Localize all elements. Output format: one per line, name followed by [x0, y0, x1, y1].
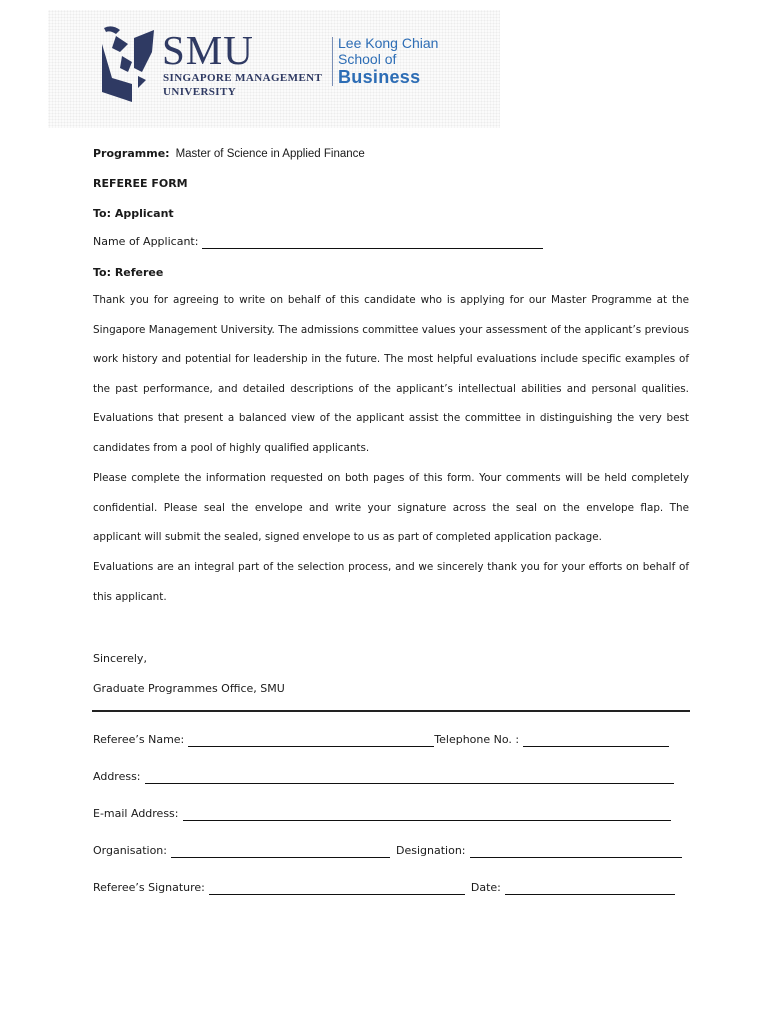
programme-line [93, 147, 689, 161]
address-field[interactable] [145, 771, 674, 784]
designation-label: Designation: [396, 844, 466, 857]
programme-label: Programme: [93, 147, 170, 160]
email-row [93, 805, 671, 821]
applicant-name-label: Name of Applicant: [93, 235, 199, 248]
referee-name-label: Referee’s Name: [93, 733, 185, 746]
school-name [338, 35, 438, 87]
telephone-label: Telephone No. : [434, 733, 520, 746]
to-referee-heading: To: Referee [93, 266, 164, 279]
school-name-line1: Lee Kong Chian [338, 35, 439, 51]
paragraph-instructions: Please complete the information requested on both pages of this form. Your comments will be held completely confidential. Please seal the envelope and write your signature across the seal on the envelope flap. The applicant will submit the sealed, signed envelope to us as part of completed application package. [93, 472, 689, 544]
to-applicant-heading: To: Applicant [93, 207, 174, 220]
signature-label: Referee’s Signature: [93, 881, 205, 894]
applicant-name-field[interactable] [202, 236, 543, 249]
signoff-text: Graduate Programmes Office, SMU [93, 682, 285, 695]
telephone-field[interactable] [523, 734, 669, 747]
address-label: Address: [93, 770, 141, 783]
date-label: Date: [470, 881, 501, 894]
university-name [163, 71, 322, 99]
organisation-row [93, 842, 682, 858]
email-field[interactable] [183, 808, 671, 821]
school-name-line2: School of [338, 51, 397, 67]
applicant-name-row [93, 233, 543, 249]
signature-row [93, 879, 675, 895]
paragraph-intro: Thank you for agreeing to write on behalf of this candidate who is applying for our Master Programme at the Singapore Management University. The admissions committee values your assessment of the applicant’s previous work history and potential for leadership in the future. The most helpful evaluations include specific examples of the past performance, and detailed descriptions of the applicant’s intellectual abilities and personal qualities. Evaluations that present a balanced view of the applicant assist the committee in distinguishing the very best candidates from a pool of highly qualified applicants. [93, 294, 689, 454]
date-field[interactable] [505, 882, 675, 895]
programme-value: Master of Science in Applied Finance [175, 148, 365, 160]
university-name-line2: UNIVERSITY [163, 86, 237, 98]
university-name-line1: SINGAPORE MANAGEMENT [163, 72, 323, 84]
school-name-line3: Business [338, 67, 421, 87]
paragraph-thanks: Evaluations are an integral part of the selection process, and we sincerely thank you for your efforts on behalf of this applicant. [93, 561, 689, 603]
logo-divider [332, 37, 333, 86]
referee-name-row [93, 731, 669, 747]
referee-name-field[interactable] [188, 734, 434, 747]
signature-field[interactable] [209, 882, 465, 895]
section-divider [92, 710, 690, 712]
form-title: REFEREE FORM [93, 177, 188, 190]
closing-text: Sincerely, [93, 652, 147, 665]
organisation-field[interactable] [171, 845, 390, 858]
address-row [93, 768, 674, 784]
organisation-label: Organisation: [93, 844, 167, 857]
designation-field[interactable] [470, 845, 682, 858]
smu-wordmark: SMU [162, 27, 254, 73]
smu-lion-logo-icon [98, 22, 158, 104]
email-label: E-mail Address: [93, 807, 179, 820]
